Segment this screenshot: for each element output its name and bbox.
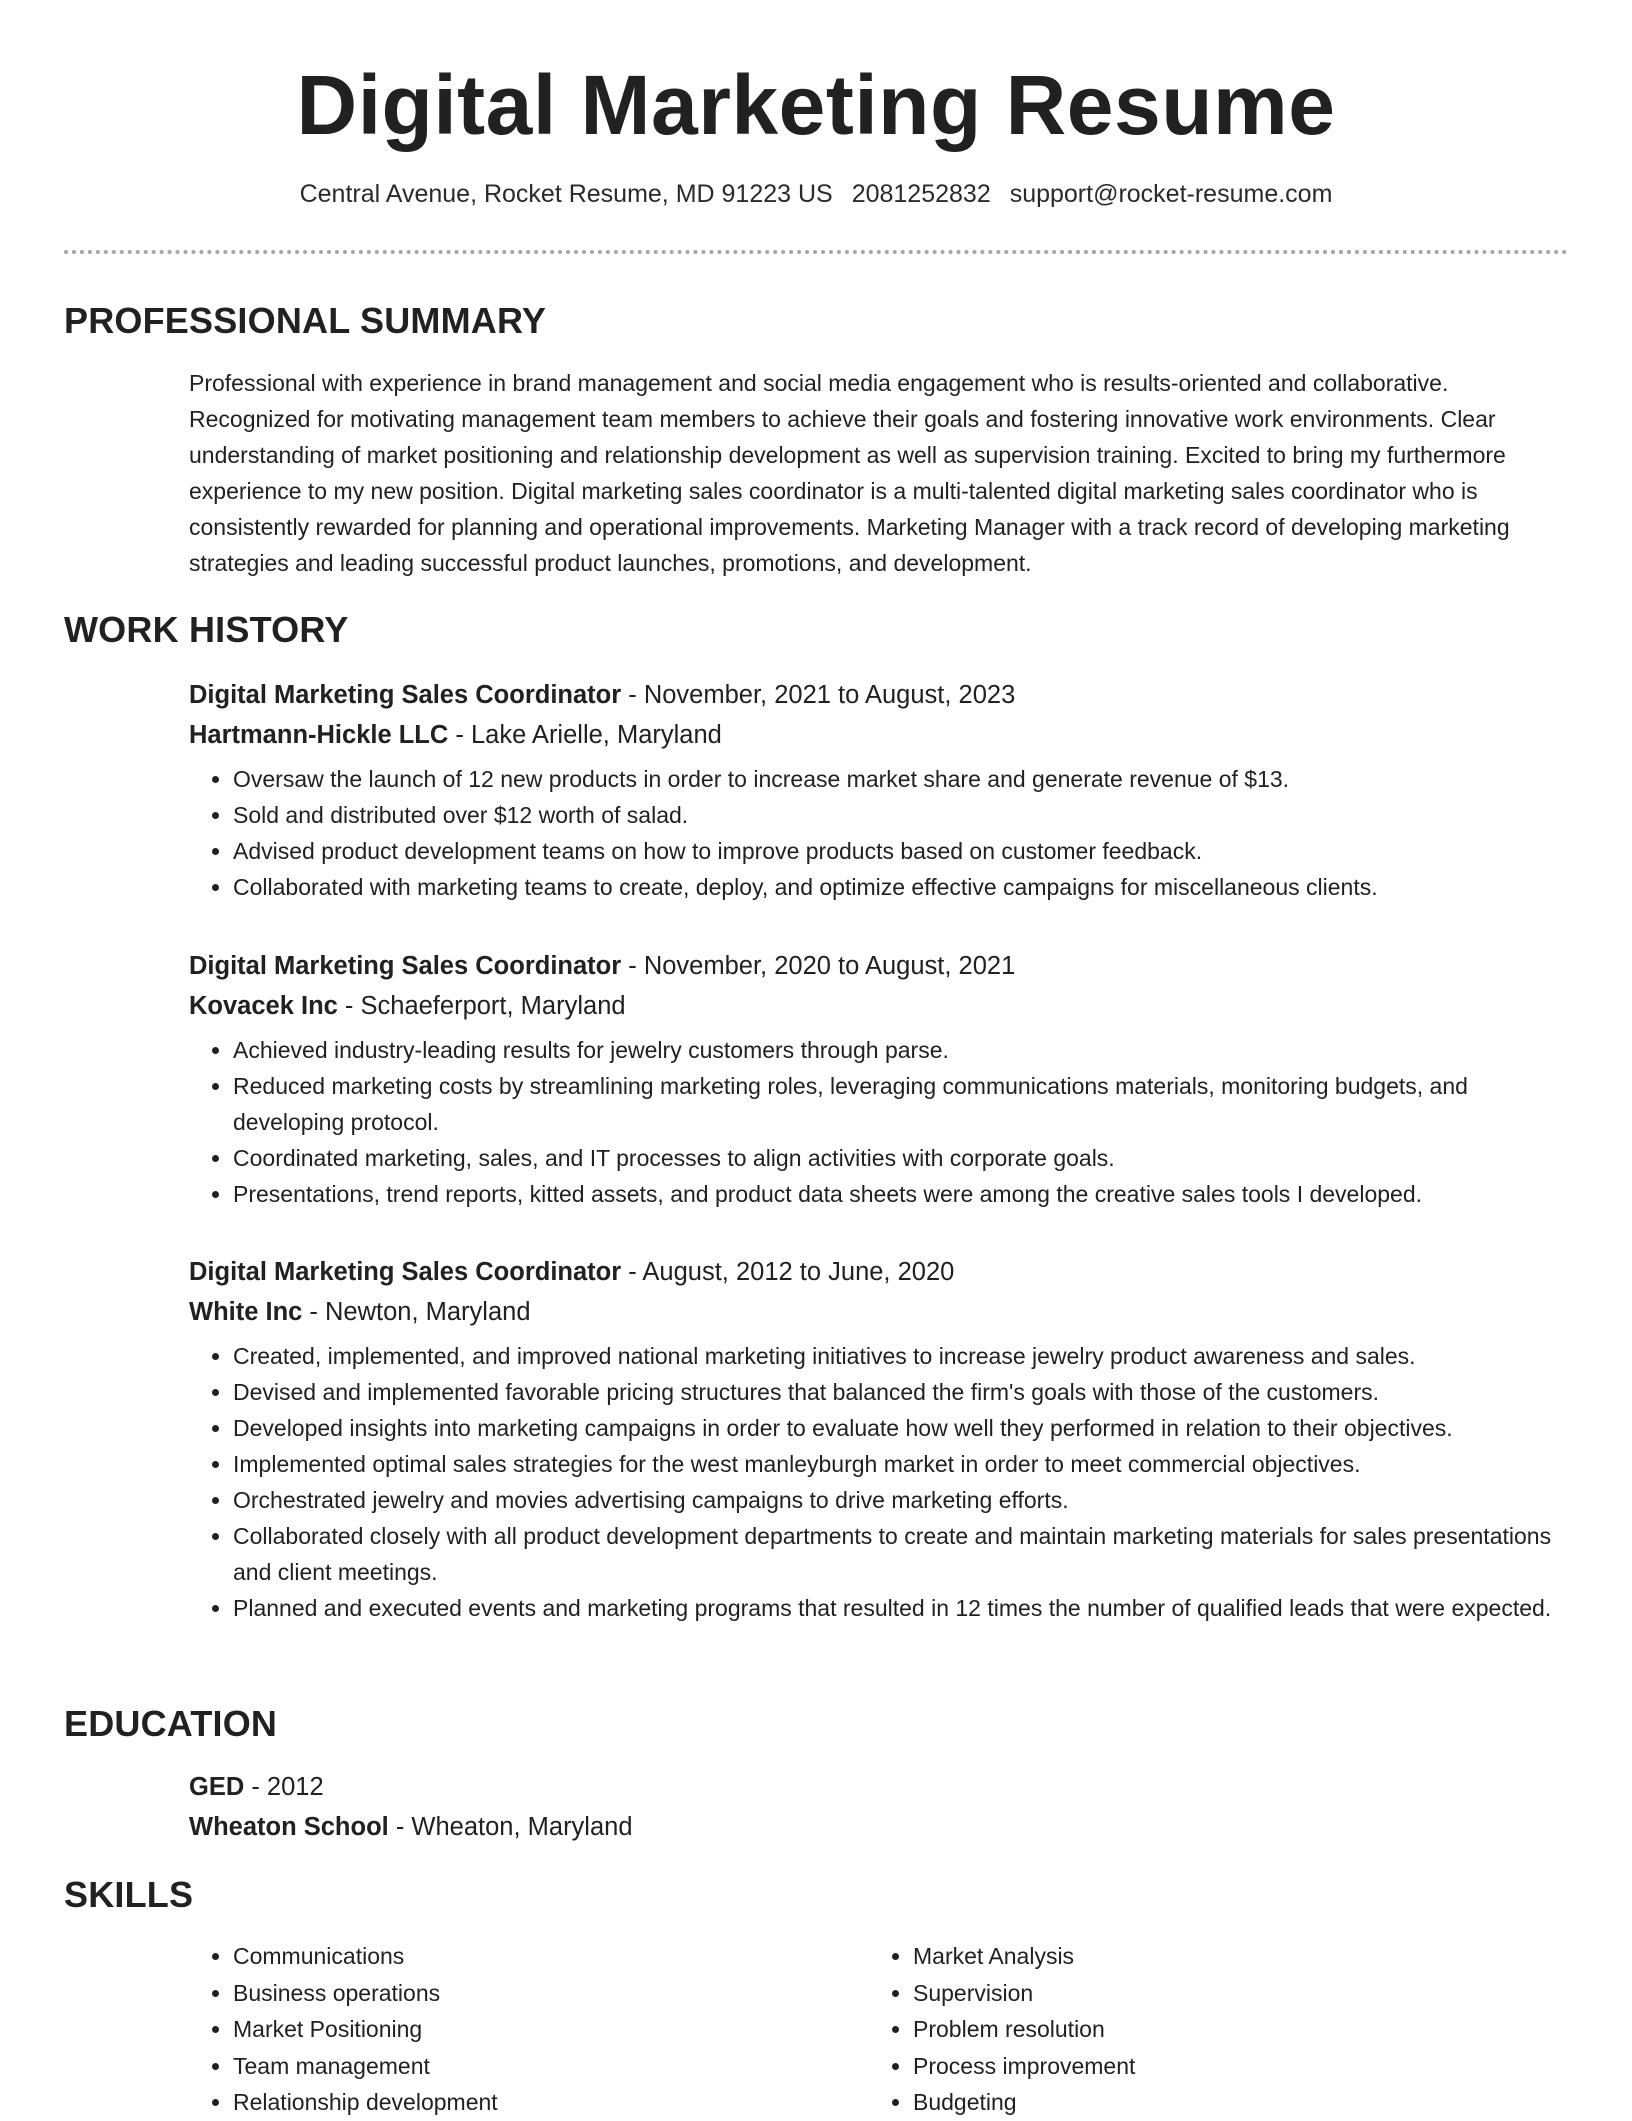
list-item: • Presentations, trend reports, kitted assets, and product data sheets were among the creative sales tools I developed. xyxy=(233,1176,1569,1212)
skills-list-left xyxy=(189,1938,498,2121)
list-item: • Reduced marketing costs by streamlining marketing roles, leveraging communications materials, monitoring budgets, and developing protocol. xyxy=(233,1068,1569,1140)
skills-heading: SKILLS xyxy=(64,1874,194,1915)
job-bullets xyxy=(189,761,1569,905)
job-location: - Newton, Maryland xyxy=(302,1298,531,1326)
work-history-heading: WORK HISTORY xyxy=(64,609,349,650)
contact-email: support@rocket-resume.com xyxy=(1009,180,1333,208)
resume-header xyxy=(64,50,1568,210)
school-name: Wheaton School xyxy=(189,1813,389,1841)
list-item: • Achieved industry-leading results for jewelry customers through parse. xyxy=(233,1032,1569,1068)
job-dates: - November, 2020 to August, 2021 xyxy=(621,952,1016,980)
job-company-line xyxy=(189,715,1569,755)
list-item: • Developed insights into marketing campaigns in order to evaluate how well they performed in relation to their objectives. xyxy=(233,1410,1569,1446)
skill-item: • Market Analysis xyxy=(913,1938,1135,1975)
skill-item: • Market Positioning xyxy=(233,2011,498,2048)
job-company-line xyxy=(189,986,1569,1026)
skill-item: • Business operations xyxy=(233,1975,498,2012)
list-item: • Sold and distributed over $12 worth of salad. xyxy=(233,797,1569,833)
school-location: - Wheaton, Maryland xyxy=(388,1813,633,1841)
skill-item: • Budgeting xyxy=(913,2084,1135,2121)
list-item: • Advised product development teams on how to improve products based on customer feedback. xyxy=(233,833,1569,869)
job-dates: - August, 2012 to June, 2020 xyxy=(621,1258,955,1286)
list-item: • Collaborated closely with all product development departments to create and maintain marketing materials for sales presentations and client meetings. xyxy=(233,1518,1569,1590)
contact-line xyxy=(64,178,1568,210)
contact-phone: 2081252832 xyxy=(851,180,991,208)
list-item: • Planned and executed events and marketing programs that resulted in 12 times the number of qualified leads that were expected. xyxy=(233,1590,1569,1626)
job-entry-2 xyxy=(189,946,1569,1212)
education-heading: EDUCATION xyxy=(64,1703,278,1744)
resume-title: Digital Marketing Resume xyxy=(296,58,1336,152)
degree: GED xyxy=(189,1773,245,1801)
job-company: Hartmann-Hickle LLC xyxy=(189,721,449,749)
skills-column-left xyxy=(189,1938,498,2121)
skill-item: • Team management xyxy=(233,2048,498,2085)
job-bullets xyxy=(189,1032,1569,1212)
degree-line xyxy=(189,1767,1569,1807)
skills-list-right xyxy=(869,1938,1135,2121)
job-title: Digital Marketing Sales Coordinator xyxy=(189,681,622,709)
skill-item: • Communications xyxy=(233,1938,498,1975)
job-title-line xyxy=(189,675,1569,715)
list-item: • Devised and implemented favorable pricing structures that balanced the firm's goals with those of the customers. xyxy=(233,1374,1569,1410)
contact-address: Central Avenue, Rocket Resume, MD 91223 US xyxy=(299,180,833,208)
skill-item: • Supervision xyxy=(913,1975,1135,2012)
job-company-line xyxy=(189,1292,1569,1332)
school-line xyxy=(189,1807,1569,1847)
skills-block xyxy=(189,1938,1569,2115)
summary-text: Professional with experience in brand management and social media engagement who is results-oriented and collaborative. Recognized for motivating management team members to achieve their goals and fostering innovative work environments. Clear understanding of market positioning and relationship development as well as supervision training. Excited to bring my furthermore experience to my new position. Digital marketing sales coordinator is a multi-talented digital marketing sales coordinator who is consistently rewarded for planning and operational improvements. Marketing Manager with a track record of developing marketing strategies and leading successful product launches, promotions, and development. xyxy=(189,370,1510,576)
list-item: • Oversaw the launch of 12 new products in order to increase market share and generate revenue of $13. xyxy=(233,761,1569,797)
list-item: • Collaborated with marketing teams to create, deploy, and optimize effective campaigns for miscellaneous clients. xyxy=(233,869,1569,905)
skill-item: • Problem resolution xyxy=(913,2011,1135,2048)
job-location: - Lake Arielle, Maryland xyxy=(448,721,722,749)
list-item: • Implemented optimal sales strategies for the west manleyburgh market in order to meet commercial objectives. xyxy=(233,1446,1569,1482)
skill-item: • Relationship development xyxy=(233,2084,498,2121)
job-company: White Inc xyxy=(189,1298,303,1326)
job-title: Digital Marketing Sales Coordinator xyxy=(189,952,622,980)
skills-column-right xyxy=(869,1938,1135,2121)
skill-item: • Process improvement xyxy=(913,2048,1135,2085)
job-bullets xyxy=(189,1338,1569,1626)
list-item: • Coordinated marketing, sales, and IT processes to align activities with corporate goals. xyxy=(233,1140,1569,1176)
summary-heading: PROFESSIONAL SUMMARY xyxy=(64,300,547,341)
job-entry-3 xyxy=(189,1252,1569,1626)
job-location: - Schaeferport, Maryland xyxy=(337,992,626,1020)
degree-year: - 2012 xyxy=(244,1773,324,1801)
list-item: • Created, implemented, and improved national marketing initiatives to increase jewelry product awareness and sales. xyxy=(233,1338,1569,1374)
job-title: Digital Marketing Sales Coordinator xyxy=(189,1258,622,1286)
job-dates: - November, 2021 to August, 2023 xyxy=(621,681,1016,709)
job-title-line xyxy=(189,1252,1569,1292)
list-item: • Orchestrated jewelry and movies advertising campaigns to drive marketing efforts. xyxy=(233,1482,1569,1518)
job-company: Kovacek Inc xyxy=(189,992,338,1020)
education-entry xyxy=(189,1767,1569,1847)
job-entry-1 xyxy=(189,675,1569,905)
header-divider xyxy=(64,250,1568,254)
job-title-line xyxy=(189,946,1569,986)
